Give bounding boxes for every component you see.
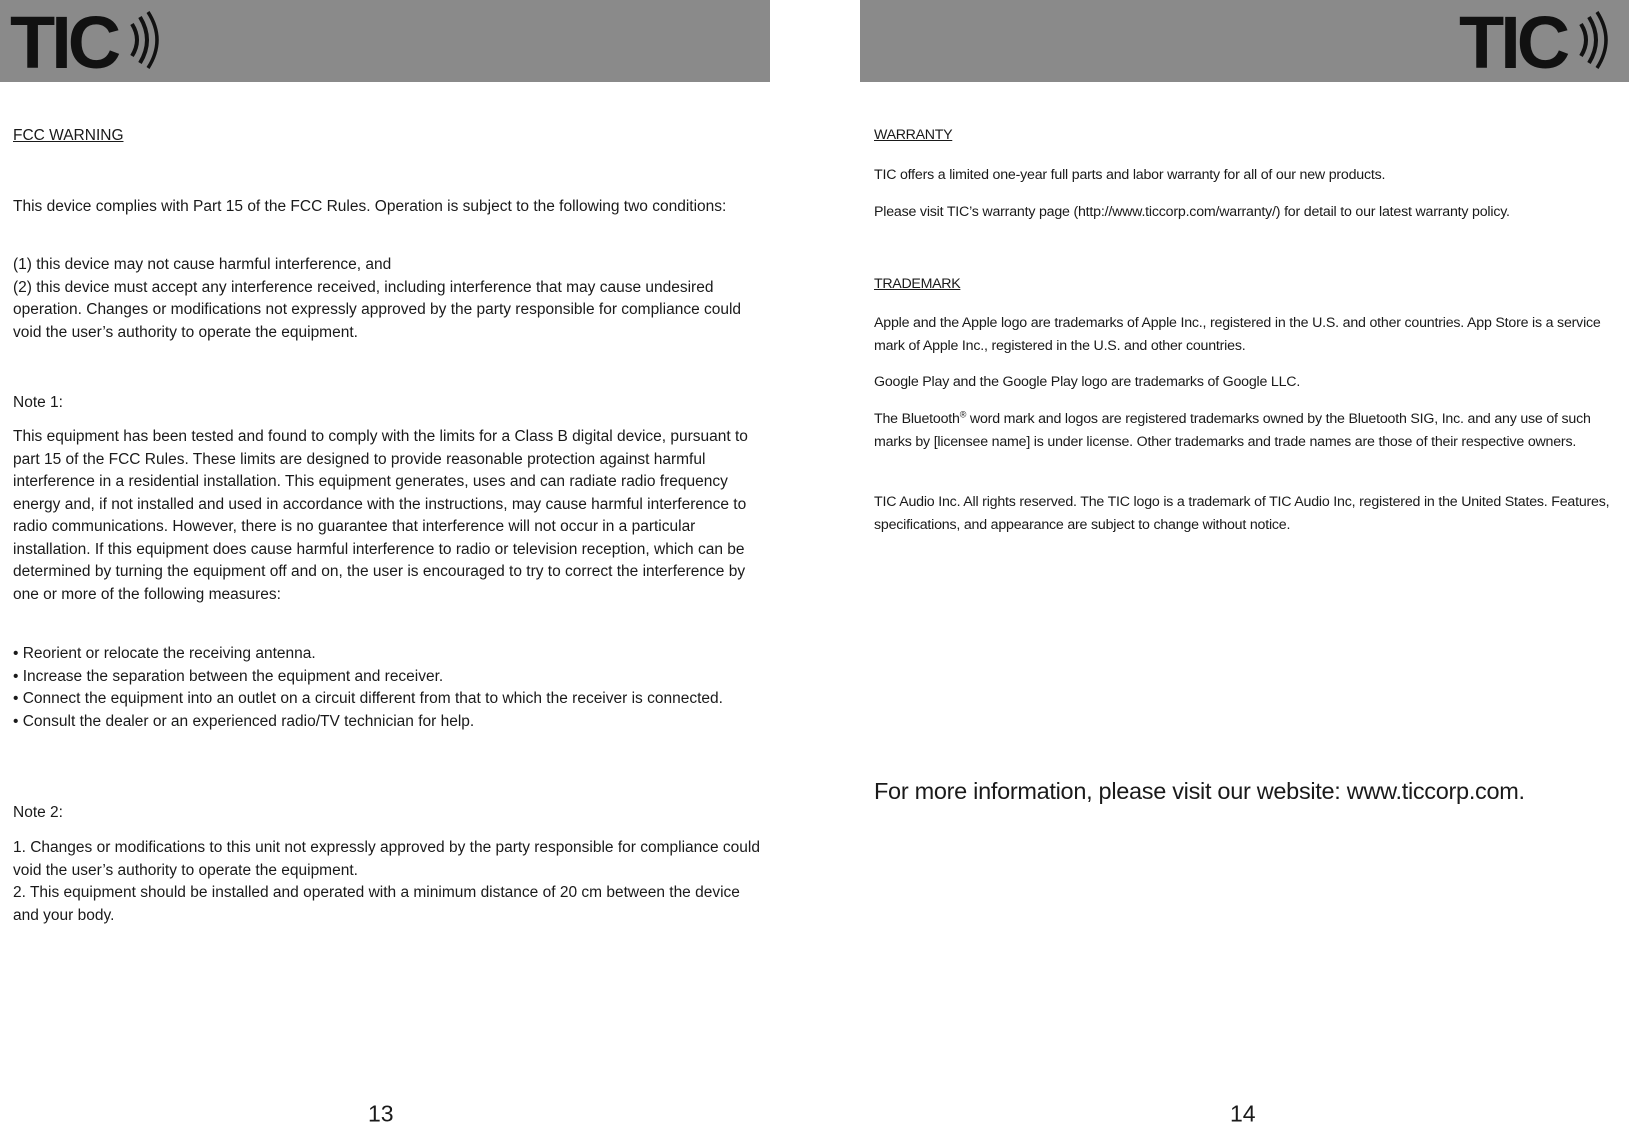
trademark-paragraph-3 [874, 408, 1614, 453]
note2-paragraph: 1. Changes or modifications to this unit not expressly approved by the party responsible for compliance could void the user’s authority to operate the equipment. 2. This equipment should be installed and operated with a minimum distance of 20 cm between the device and your body. [13, 839, 760, 924]
page-number: 13 [368, 1100, 394, 1127]
left-page [0, 0, 770, 1139]
trademark-paragraph-2: Google Play and the Google Play logo are trademarks of Google LLC. [874, 374, 1301, 390]
trademark-paragraph-4: TIC Audio Inc. All rights reserved. The TIC logo is a trademark of TIC Audio Inc, registered in the United States. Features, specifications, and appearance are subject to change without notice. [874, 494, 1610, 533]
bluetooth-text: The Bluetooth [874, 411, 960, 427]
warranty-paragraph-2: Please visit TIC’s warranty page (http://www.ticcorp.com/warranty/) for detail to our latest warranty policy. [874, 204, 1510, 220]
compliance-paragraph: This device complies with Part 15 of the FCC Rules. Operation is subject to the following two conditions: [13, 198, 727, 215]
right-page [860, 0, 1629, 1139]
conditions-paragraph: (1) this device may not cause harmful interference, and (2) this device must accept any interference received, including interference that may cause undesired operation. Changes or modifications not expressly approved by the party responsible for compliance could void the user’s authority to operate the equipment. [13, 256, 742, 341]
trademark-paragraph-1: Apple and the Apple logo are trademarks of Apple Inc., registered in the U.S. and other countries. App Store is a service mark of Apple Inc., registered in the U.S. and other countries. [874, 315, 1601, 354]
registered-mark: ® [959, 409, 967, 420]
fcc-warning-heading: FCC WARNING [13, 127, 124, 144]
note2-label: Note 2: [13, 804, 63, 821]
more-info-text: For more information, please visit our website: www.ticcorp.com. [874, 778, 1525, 804]
tic-logo [10, 6, 170, 74]
svg-text:TIC: TIC [1459, 6, 1567, 74]
tic-logo [1459, 6, 1619, 74]
measures-list: • Reorient or relocate the receiving antenna. • Increase the separation between the equipment and receiver. • Connect the equipment into an outlet on a circuit different from that to which the receiver is connected. • Consult the dealer or an experienced radio/TV technician for help. [13, 645, 723, 730]
trademark-paragraph-3-rest: word mark and logos are registered trademarks owned by the Bluetooth SIG, Inc. and any use of such marks by [licensee name] is under license. Other trademarks and trade names are those of their respective owners. [874, 411, 1591, 450]
note1-label: Note 1: [13, 394, 63, 411]
note1-paragraph: This equipment has been tested and found to comply with the limits for a Class B digital device, pursuant to part 15 of the FCC Rules. These limits are designed to provide reasonable protection against harmful interference in a residential installation. This equipment generates, uses and can radiate radio frequency energy and, if not installed and used in accordance with the instructions, may cause harmful interference to radio communications. However, there is no guarantee that interference will not occur in a particular installation. If this equipment does cause harmful interference to radio or television reception, which can be determined by turning the equipment off and on, the user is encouraged to try to correct the interference by one or more of the following measures: [13, 428, 748, 603]
trademark-heading: TRADEMARK [874, 276, 961, 292]
page-number: 14 [1230, 1100, 1256, 1127]
warranty-paragraph-1: TIC offers a limited one-year full parts and labor warranty for all of our new products. [874, 167, 1386, 183]
warranty-heading: WARRANTY [874, 127, 953, 143]
svg-text:TIC: TIC [10, 6, 118, 74]
